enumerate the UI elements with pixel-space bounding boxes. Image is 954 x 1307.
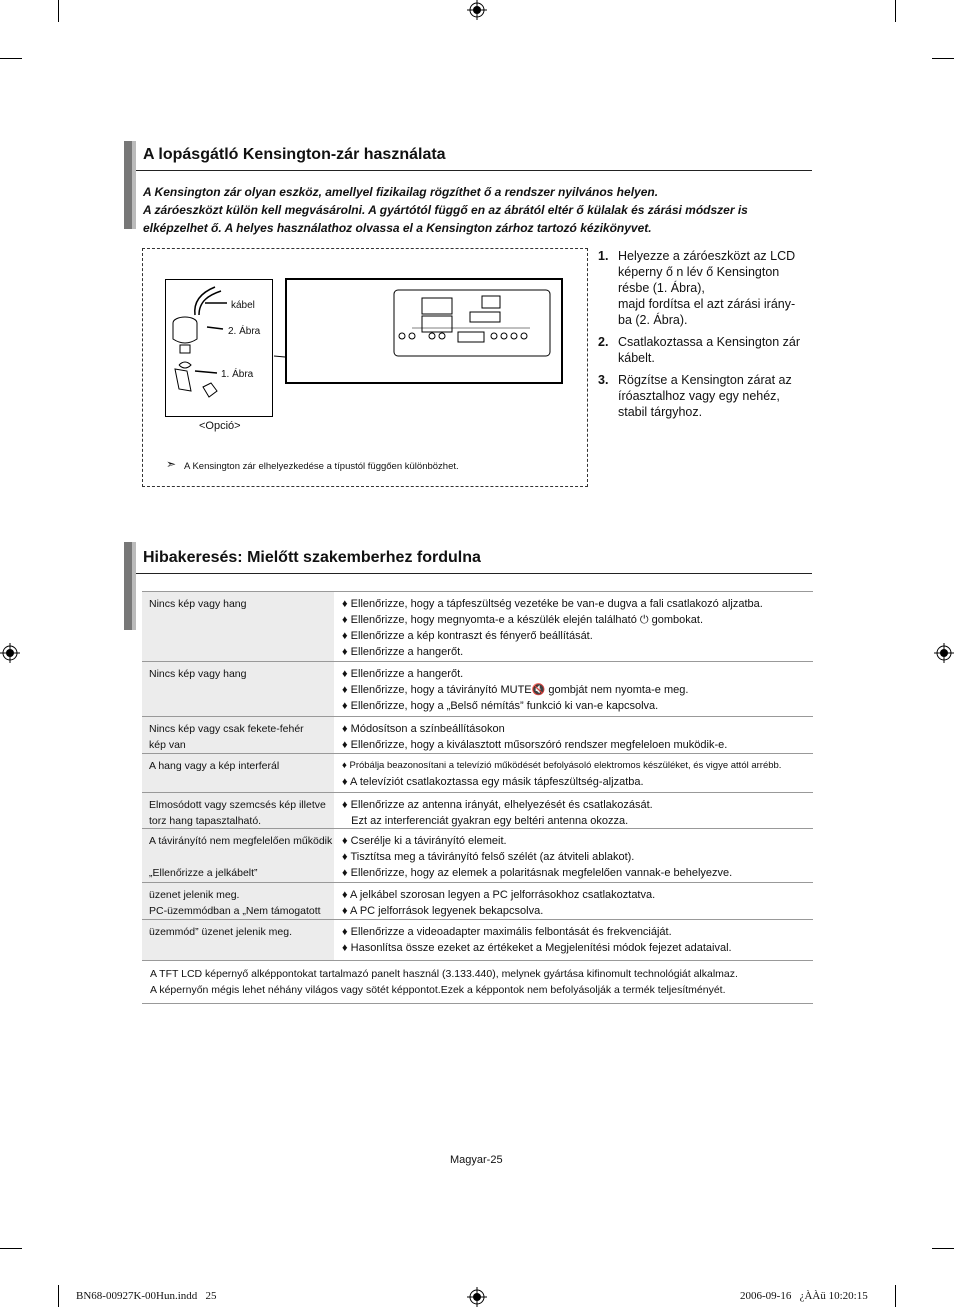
solution-item: ♦ A PC jelforrások legyenek bekapcsolva. xyxy=(342,905,544,917)
solution-item: ♦ Ellenőrizze a hangerőt. xyxy=(342,668,464,680)
problem-cell: üzemmód” üzenet jelenik meg. xyxy=(142,920,334,960)
solution-item: ♦ Próbálja beazonosítani a televízió működését befolyásoló elektromos készüléket, és vigye attól arrébb. xyxy=(342,760,782,771)
registration-mark-icon xyxy=(934,643,954,663)
section-intro xyxy=(143,183,793,237)
problem-cell: üzenet jelenik meg. PC-üzemmódban a „Nem támogatott xyxy=(142,883,334,919)
problem-cell: Nincs kép vagy hang xyxy=(142,592,334,661)
solution-cell xyxy=(334,592,813,660)
page-number: Magyar-25 xyxy=(450,1154,503,1166)
figure-note: A Kensington zár elhelyezkedése a típustól függően különbözhet. xyxy=(184,461,459,472)
problem-cell: Elmosódott vagy szemcsés kép illetve torz hang tapasztalható. xyxy=(142,793,334,828)
intro-line: A záróeszközt külön kell megvásárolni. A gyártótól függő en az ábrától eltér ő külalak és zárási módszer is xyxy=(143,203,748,217)
table-row xyxy=(142,754,813,793)
step-number: 2. xyxy=(598,335,609,349)
section-rule xyxy=(136,170,812,171)
tv-rear-panel-illustration xyxy=(272,278,564,386)
solution-item: ♦ Ellenőrizze a videoadapter maximális felbontását és frekvenciáját. xyxy=(342,926,672,938)
solution-item: ♦ Ellenőrizze, hogy megnyomta-e a készülék elején található ⏻ gombokat. xyxy=(342,614,704,626)
crop-mark xyxy=(932,1248,954,1249)
crop-mark xyxy=(895,0,896,22)
crop-mark xyxy=(0,1248,22,1249)
footer-file: BN68-00927K-00Hun.indd 25 xyxy=(76,1290,217,1302)
solution-cell xyxy=(334,754,813,790)
solution-cell xyxy=(334,829,813,881)
note-arrow-icon: ➣ xyxy=(166,457,177,471)
crop-mark xyxy=(0,58,22,59)
solution-item: ♦ Tisztítsa meg a távirányító felső szélét (az átviteli ablakot). xyxy=(342,851,635,863)
step-text: Csatlakoztassa a Kensington zár kábelt. xyxy=(618,335,801,365)
problem-cell: Nincs kép vagy csak fekete-fehér kép van xyxy=(142,717,334,753)
crop-mark xyxy=(58,0,59,22)
solution-item: ♦ Ellenőrizze, hogy a „Belső némítás” funkció ki van-e kapcsolva. xyxy=(342,700,659,712)
section-title-troubleshooting: Hibakeresés: Mielőtt szakemberhez fordulna xyxy=(143,549,481,566)
table-row xyxy=(142,793,813,829)
option-label: <Opció> xyxy=(199,420,241,432)
solution-item: ♦ A televíziót csatlakoztassa egy másik tápfeszültség-aljzatba. xyxy=(342,776,644,788)
intro-line: elképzelhet ő. A helyes használathoz olvassa el a Kensington zárhoz tartozó kézikönyvet. xyxy=(143,221,652,235)
solution-cell xyxy=(334,883,813,919)
solution-item: ♦ Ellenőrizze a hangerőt. xyxy=(342,646,464,658)
table-row xyxy=(142,829,813,883)
step-number: 1. xyxy=(598,249,609,263)
registration-mark-icon xyxy=(467,0,487,20)
solution-item: ♦ Módosítson a színbeállításokon xyxy=(342,723,505,735)
crop-mark xyxy=(58,1285,59,1307)
solution-cell xyxy=(334,662,813,714)
solution-item: ♦ Ellenőrizze, hogy az elemek a polaritásnak megfelelően vannak-e behelyezve. xyxy=(342,867,733,879)
tft-note xyxy=(142,961,813,1004)
registration-mark-icon xyxy=(0,643,20,663)
solution-item: ♦ A jelkábel szorosan legyen a PC jelforrásokhoz csatlakoztatva. xyxy=(342,889,656,901)
table-row xyxy=(142,920,813,961)
crop-mark xyxy=(895,1285,896,1307)
problem-cell: A hang vagy a kép interferál xyxy=(142,754,334,792)
kensington-lock-illustration xyxy=(165,279,275,419)
solution-item: ♦ Hasonlítsa össze ezeket az értékeket a Megjelenítési módok fejezet adataival. xyxy=(342,942,732,954)
label-figure-2: 2. Ábra xyxy=(228,326,261,337)
tft-note-line: A TFT LCD képernyő alképpontokat tartalmazó panelt használ (3.133.440), melynek gyártása kifinomult technológiát alkalmaz. xyxy=(150,968,738,980)
footer-timestamp: 2006-09-16 ¿ÀÀü 10:20:15 xyxy=(740,1290,868,1302)
solution-cell xyxy=(334,920,813,956)
solution-item: ♦ Ellenőrizze a kép kontraszt és fényerő beállítását. xyxy=(342,630,593,642)
step-number: 3. xyxy=(598,373,609,387)
solution-item: ♦ Ellenőrizze, hogy a tápfeszültség vezetéke be van-e dugva a fali csatlakozó aljzatba. xyxy=(342,598,763,610)
section-title-kensington: A lopásgátló Kensington-zár használata xyxy=(143,146,446,163)
solution-item: ♦ Ellenőrizze az antenna irányát, elhelyezését és csatlakozását. xyxy=(342,799,653,811)
step-item xyxy=(598,248,810,328)
table-row xyxy=(142,717,813,754)
table-row xyxy=(142,662,813,717)
crop-mark xyxy=(932,58,954,59)
tft-note-line: A képernyőn mégis lehet néhány világos vagy sötét képpontot.Ezek a képpontok nem befolyásolják a termék teljesítményét. xyxy=(150,984,726,996)
section-bar xyxy=(132,141,136,229)
intro-line: A Kensington zár olyan eszköz, amellyel fizikailag rögzíthet ő a rendszer nyilvános helyen. xyxy=(143,185,659,199)
step-text: Rögzítse a Kensington zárat az íróasztalhoz vagy egy nehéz, stabil tárgyhoz. xyxy=(618,373,792,419)
solution-item: ♦ Ellenőrizze, hogy a távirányító MUTE🔇 gombját nem nyomta-e meg. xyxy=(342,684,689,696)
solution-item: ♦ Cserélje ki a távirányító elemeit. xyxy=(342,835,507,847)
section-bar xyxy=(124,542,132,630)
table-row xyxy=(142,883,813,920)
table-row xyxy=(142,592,813,662)
step-item xyxy=(598,334,810,366)
registration-mark-icon xyxy=(467,1287,487,1307)
problem-cell: Nincs kép vagy hang xyxy=(142,662,334,716)
steps-list xyxy=(598,248,810,426)
problem-cell: A távirányító nem megfelelően működik „Ellenőrizze a jelkábelt” xyxy=(142,829,334,882)
solution-cell xyxy=(334,717,813,753)
section-bar xyxy=(132,542,136,630)
solution-item: ♦ Ellenőrizze, hogy a kiválasztott műsorszóró rendszer megfeleloen muködik-e. xyxy=(342,739,728,751)
solution-item: Ezt az interferenciát gyakran egy beltéri antenna okozza. xyxy=(342,815,629,827)
label-cable: kábel xyxy=(231,300,255,311)
section-bar xyxy=(124,141,132,229)
solution-cell xyxy=(334,793,813,829)
section-rule xyxy=(136,573,812,574)
label-figure-1: 1. Ábra xyxy=(221,369,254,380)
step-item xyxy=(598,372,810,420)
step-text: Helyezze a záróeszközt az LCD képerny ő n lév ő Kensington résbe (1. Ábra), majd fordítsa el azt zárási irány- ba (2. Ábra). xyxy=(618,249,796,327)
